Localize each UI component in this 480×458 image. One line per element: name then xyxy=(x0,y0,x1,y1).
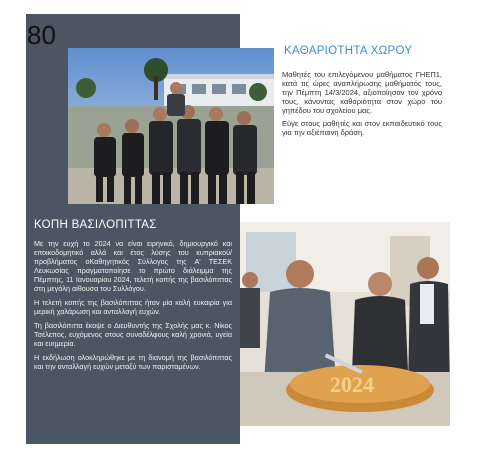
cake-2024-lettering: 2024 xyxy=(330,372,374,397)
vasilopita-section-title: ΚΟΠΗ ΒΑΣΙΛΟΠΙΤΤΑΣ xyxy=(34,219,157,231)
page-number: 80 xyxy=(27,20,56,50)
cleaning-section-title: ΚΑΘΑΡΙΟΤΗΤΑ ΧΩΡΟΥ xyxy=(284,45,413,57)
vasilopita-paragraph: Η τελετή κοπής της βασιλόπιττας ήταν μία καλή ευκαιρία για μερική χαλάρωση και ανταλλαγή ευχών. xyxy=(34,298,232,316)
vasilopita-paragraph: Η εκδήλωση ολοκληρώθηκε με τη διανομή της βασιλόπιττας και την ανταλλαγή ευχών μεταξύ των παρισταμένων. xyxy=(34,353,232,371)
vasilopita-cutting-photo xyxy=(240,222,450,426)
vasilopita-paragraph: Τη βασιλόπιττα έκοψε ο Διευθυντής της Σχολής μας κ. Νίκος Τσέλεπος, ευχόμενος στους συναδέλφους καλή χρονιά, υγεία και ευημερία. xyxy=(34,321,232,348)
cleaning-paragraph: Μαθητές του επιλεγόμενου μαθήματος ΓΗΕΠ1, κατά τις ώρες αναπλήρωσης μαθήματός τους, την Πέμπτη 14/3/2024, αξιοποίησαν τον χρόνο τους, κάνοντας καθαριότητα στον χώρο του γηπέδου του σχολείου μας. xyxy=(282,70,442,115)
cleaning-paragraph: Εύγε στους μαθητές και στον εκπαιδευτικό τους για την αξιέπαινη δράση. xyxy=(282,119,442,137)
cleaning-section-text xyxy=(282,70,442,141)
vasilopita-section-text xyxy=(34,239,232,376)
vasilopita-paragraph: Με την ευχή το 2024 να είναι ειρηνικό, δημιουργικό και εποικοδομητικό αλλά και έτος λύσης του κυπριακού/προβλήματος οΚαθηγητικός Σύλλογος της Α' ΤΕΣΕΚ Λευκωσίας πραγματοποίησε το πρώτο διάλειμμα της Πέμπτης, 11 Ιανουαρίου 2024, τελετή κοπής της βασιλόπιττας στη μεγάλη αίθουσα του Συλλόγου. xyxy=(34,239,232,293)
students-cleaning-photo xyxy=(68,48,274,204)
